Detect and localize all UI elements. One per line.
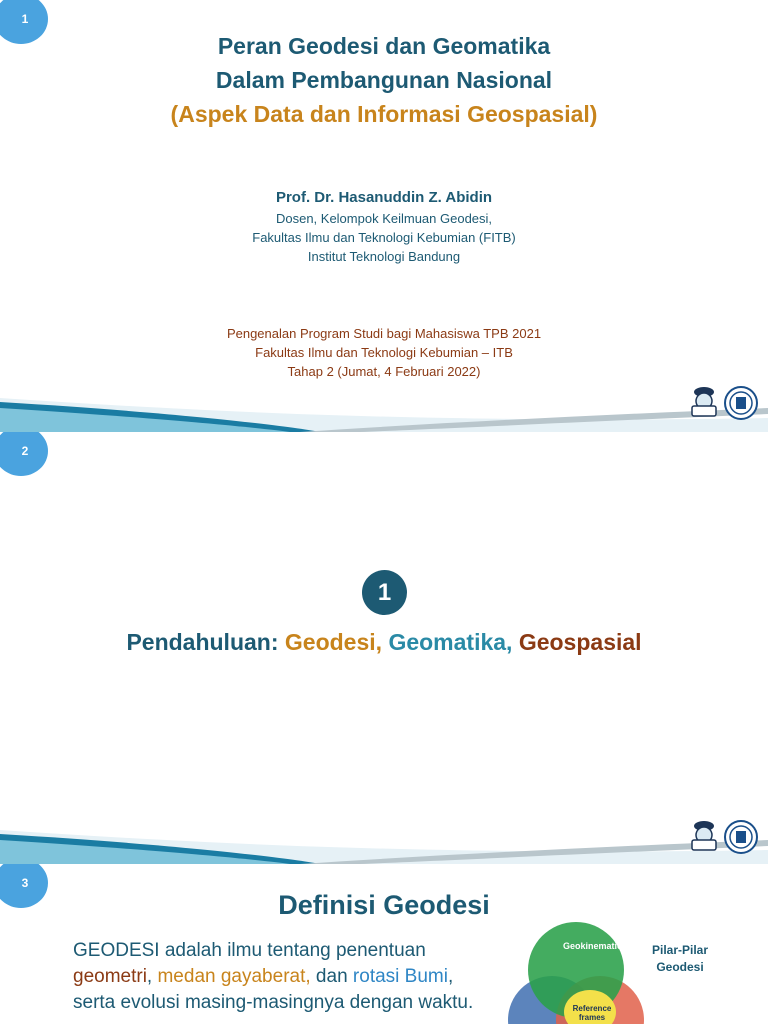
slide-1 [0, 0, 768, 432]
slide-2 [0, 432, 768, 864]
slide-title: Definisi Geodesi [278, 890, 490, 920]
author-name: Prof. Dr. Hasanuddin Z. Abidin [275, 189, 493, 206]
definition-line3: serta evolusi masing-masingnya dengan waktu. [73, 992, 474, 1013]
university-seal-icon [724, 820, 758, 854]
affiliation-line2: Fakultas Ilmu dan Teknologi Kebumian (FITB) [252, 230, 516, 245]
decorative-swoosh [0, 816, 768, 864]
slide-title-line2: Dalam Pembangunan Nasional [215, 67, 553, 93]
venn-label-geokinematics: Geokinematics [562, 941, 628, 951]
event-line3: Tahap 2 (Jumat, 4 Februari 2022) [287, 364, 481, 379]
heading-geomatika: Geomatika, [388, 629, 513, 655]
definition-text [73, 938, 513, 1016]
university-seal-icon [724, 386, 758, 420]
mascot-logo-icon [686, 818, 722, 854]
slide-3 [0, 864, 768, 1024]
definition-line1: GEODESI adalah ilmu tentang penentuan [73, 940, 426, 961]
slide-title-line1: Peran Geodesi dan Geomatika [217, 33, 551, 59]
heading-geospasial: Geospasial [518, 629, 642, 655]
decorative-swoosh [0, 384, 768, 432]
affiliation-line1: Dosen, Kelompok Keilmuan Geodesi, [275, 211, 493, 226]
event-line2: Fakultas Ilmu dan Teknologi Kebumian – ITB [255, 345, 513, 360]
term-geometri: geometri [73, 966, 147, 987]
mascot-logo-icon [686, 384, 722, 420]
event-line1: Pengenalan Program Studi bagi Mahasiswa TPB 2021 [226, 326, 542, 341]
venn-label-reference-frames: Reference frames [572, 1004, 612, 1022]
affiliation-line3: Institut Teknologi Bandung [307, 249, 461, 264]
slide-number-badge: 1 [0, 0, 48, 44]
slide-number-badge: 3 [0, 864, 48, 908]
slide-number-badge: 2 [0, 432, 48, 476]
heading-prefix: Pendahuluan: [126, 629, 285, 655]
definition-line2: geometri, medan gayaberat, dan rotasi Bumi, [73, 966, 454, 987]
slide-subtitle: (Aspek Data dan Informasi Geospasial) [170, 101, 598, 127]
term-medan-gayaberat: medan gayaberat, [157, 966, 311, 987]
heading-geodesi: Geodesi, [284, 629, 383, 655]
section-number-circle: 1 [362, 570, 407, 615]
term-rotasi-bumi: rotasi Bumi [352, 966, 448, 987]
section-heading [0, 629, 768, 656]
pilar-geodesi-label: Pilar-Pilar Geodesi [651, 943, 709, 974]
